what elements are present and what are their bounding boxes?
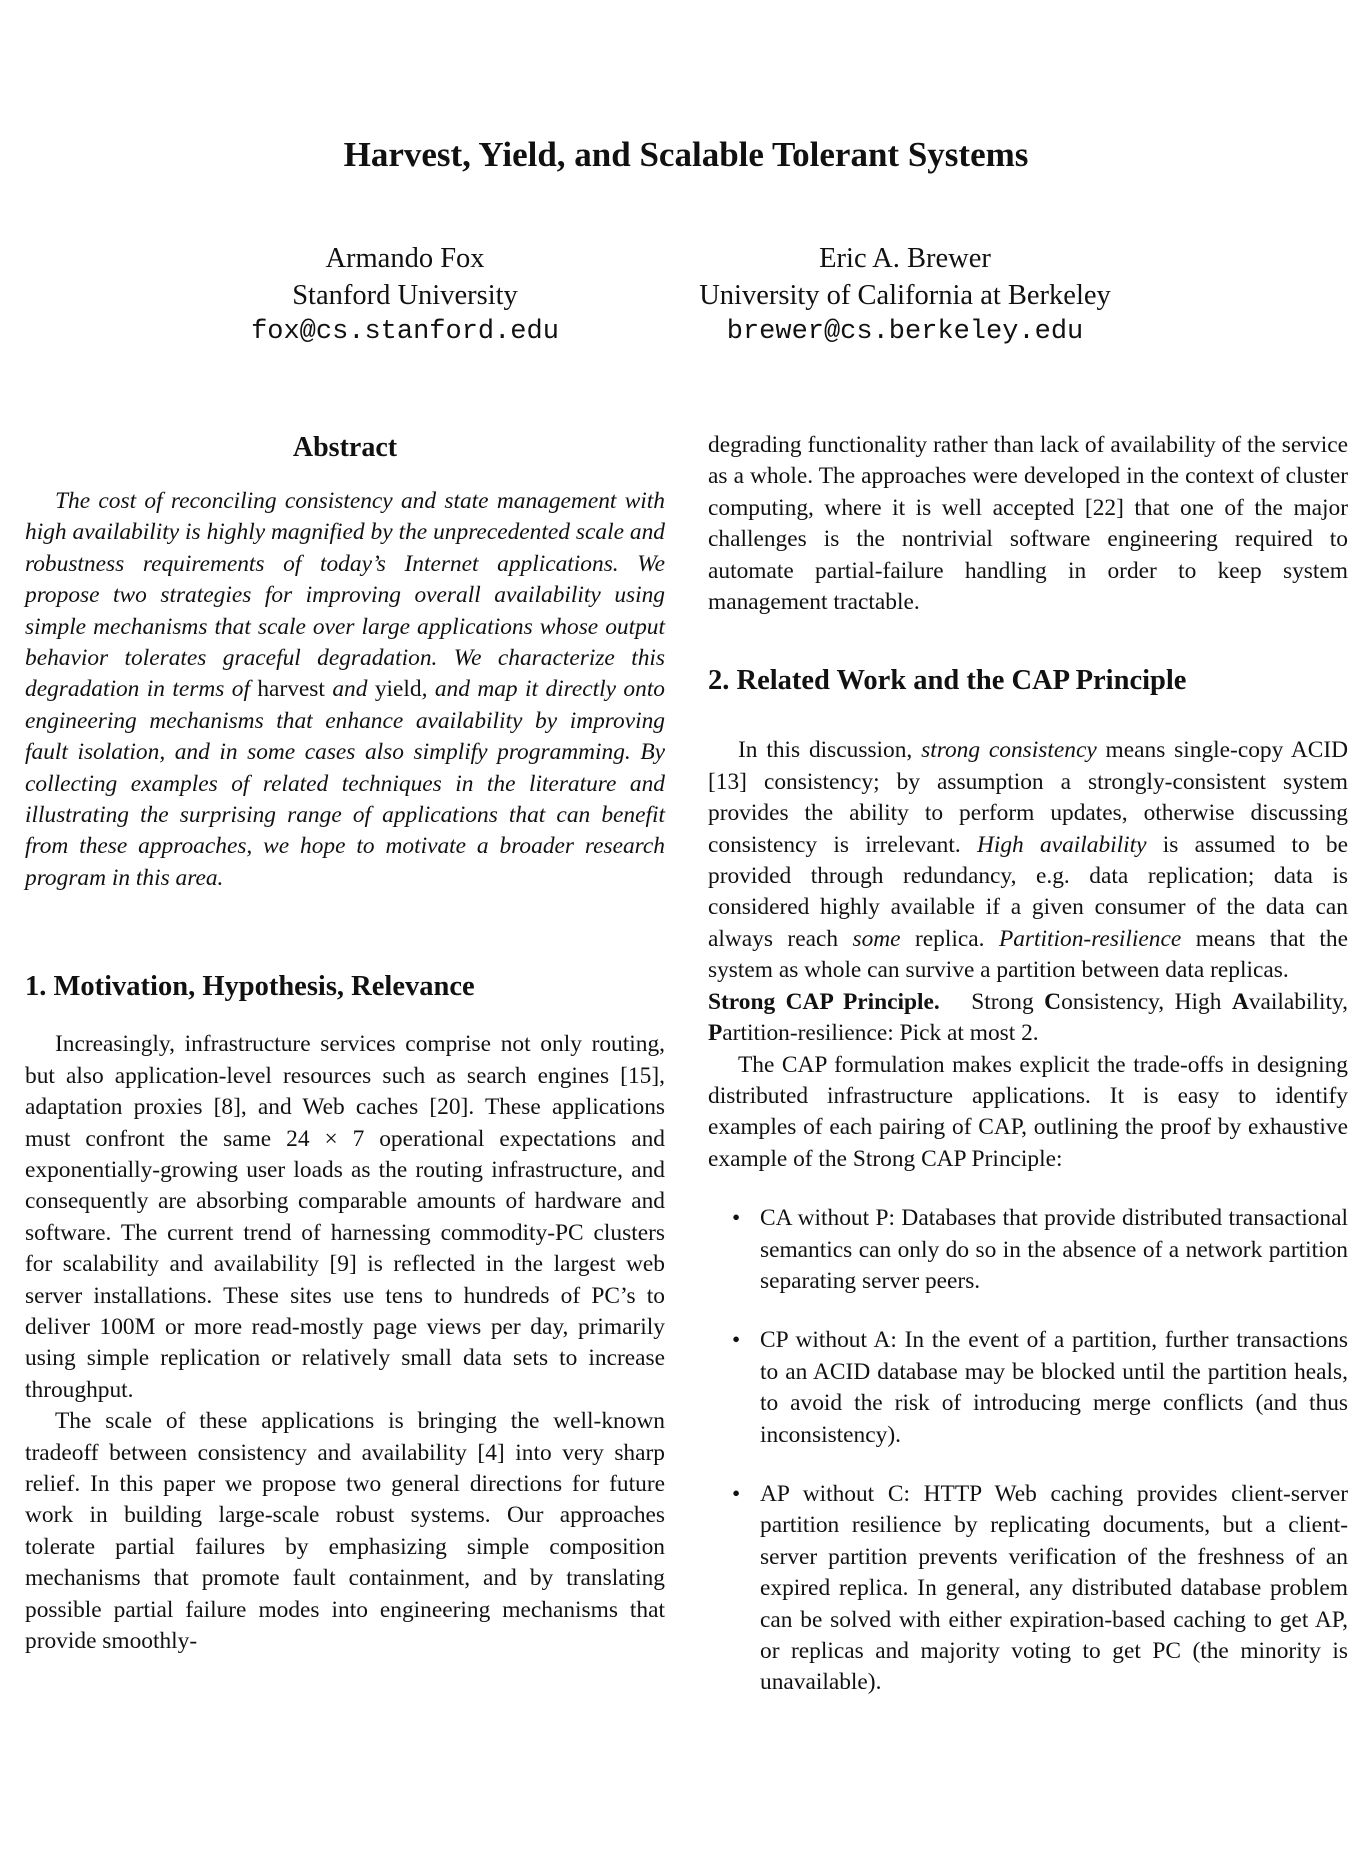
abstract-text-part: and	[324, 676, 375, 703]
term-harvest: harvest	[257, 676, 325, 703]
abstract-text	[25, 486, 665, 894]
list-item-text: CA without P: Databases that provide distributed transactional semantics can only do so in the absence of a network partition separating server peers.	[760, 1205, 1348, 1294]
author-block-1	[180, 240, 630, 351]
author-affiliation: University of California at Berkeley	[699, 280, 1111, 311]
author-name: Eric A. Brewer	[819, 243, 991, 274]
list-item	[708, 1479, 1348, 1699]
list-item-text: CP without A: In the event of a partition, further transactions to an ACID database may be blocked until the partition heals, to avoid the risk of introducing merge conflicts (and thus inconsistency).	[760, 1327, 1348, 1448]
section-1-paragraph-2-continued: degrading functionality rather than lack of availability of the service as a whole. The approaches were developed in the context of cluster computing, where it is well accepted [22] that one of the major challenges is the nontrivial software engineering required to automate partial-failure handling in order to keep system management tractable.	[708, 432, 1348, 616]
list-item-text: AP without C: HTTP Web caching provides client-server partition resilience by replicating documents, but a client-server partition prevents verification of the freshness of an expired replica. In general, any distributed database problem can be solved with either expiration-based caching to get AP, or replicas and majority voting to get PC (the minority is unavailable).	[760, 1480, 1348, 1696]
text-part: onsistency, High	[1061, 988, 1232, 1015]
text-part: means single-copy ACID [13] consistency; by assumption a strongly-consistent system provides the ability to perform updates, otherwise discussing consistency is irrelevant.	[708, 737, 1349, 858]
term-some: some	[852, 925, 901, 952]
abstract-heading: Abstract	[292, 432, 398, 463]
cap-initial-c: C	[1044, 988, 1062, 1015]
term-partition-resilience: Partition-resilience	[998, 925, 1182, 952]
author-name: Armando Fox	[325, 243, 485, 274]
text-part: replica.	[900, 925, 999, 952]
text-part: vailability,	[1248, 988, 1349, 1015]
text-part: is assumed to be provided through redundancy, e.g. data replication; data is considered highly available if a given consumer of the data can always reach	[708, 831, 1348, 952]
author-email: brewer@cs.berkeley.edu	[726, 317, 1084, 347]
section-2-paragraph-1	[708, 735, 1348, 986]
text-part: In this discussion,	[738, 737, 922, 764]
term-strong-consistency: strong consistency	[921, 737, 1097, 764]
term-yield: yield	[374, 676, 422, 703]
author-block-2	[645, 240, 1165, 351]
bullet-icon: •	[732, 1205, 741, 1232]
section-2-paragraph-2: The CAP formulation makes explicit the trade-offs in designing distributed infrastructure applications. It is easy to identify examples of each pairing of CAP, outlining the proof by exhaustive example of the Strong CAP Principle:	[708, 1051, 1348, 1172]
list-item	[708, 1325, 1348, 1451]
text-part: means that the system as whole can survive a partition between data replicas.	[708, 925, 1349, 984]
cap-principle-statement	[708, 987, 1348, 1050]
text-part: artition-resilience: Pick at most 2.	[722, 1020, 1039, 1047]
text-part: Strong	[971, 988, 1045, 1015]
right-column	[708, 430, 1348, 1727]
cap-principle-label: Strong CAP Principle.	[708, 988, 940, 1015]
section-1-paragraph-2: The scale of these applications is bringing the well-known tradeoff between consistency and availability [4] into very sharp relief. In this paper we propose two general directions for future work in building large-scale robust systems. Our approaches tolerate partial failures by emphasizing simple composition mechanisms that promote fault containment, and by translating possible partial failure modes into engineering mechanisms that provide smoothly-	[25, 1408, 665, 1654]
abstract-text-part: , and map it directly onto engineering mechanisms that enhance availability by improving fault isolation, and in some cases also simplify programming. By collecting examples of related techniques in the literature and illustrating the surprising range of applications that can benefit from these approaches, we hope to motivate a broader research program in this area.	[25, 676, 666, 891]
author-email: fox@cs.stanford.edu	[251, 317, 559, 347]
left-column	[25, 430, 665, 1657]
section-1-paragraph-1: Increasingly, infrastructure services comprise not only routing, but also application-level resources such as search engines [15], adaptation proxies [8], and Web caches [20]. These applications must confront the same 24 × 7 operational expectations and exponentially-growing user loads as the routing infrastructure, and consequently are absorbing comparable amounts of hardware and software. The current trend of harnessing commodity-PC clusters for scalability and availability [9] is reflected in the largest web server installations. These sites use tens to hundreds of PC’s to deliver 100M or more read-mostly page views per day, primarily using simple replication or relatively small data sets to increase throughput.	[25, 1031, 665, 1403]
cap-examples-list	[708, 1203, 1348, 1699]
author-affiliation: Stanford University	[292, 280, 518, 311]
term-high-availability: High availability	[976, 831, 1147, 858]
cap-initial-p: P	[708, 1020, 723, 1047]
bullet-icon: •	[732, 1327, 741, 1354]
cap-initial-a: A	[1231, 988, 1249, 1015]
abstract-text-part: The cost of reconciling consistency and state management with high availability is highly magnified by the unprecedented scale and robustness requirements of today’s Internet applications. We propose two strategies for improving overall availability using simple mechanisms that scale over large applications whose output behavior tolerates graceful degradation. We characterize this degradation in terms of	[25, 488, 665, 703]
section-1-heading: 1. Motivation, Hypothesis, Relevance	[25, 971, 475, 1003]
section-2-heading: 2. Related Work and the CAP Principle	[708, 665, 1187, 697]
list-item	[708, 1203, 1348, 1297]
paper-title: Harvest, Yield, and Scalable Tolerant Systems	[343, 135, 1029, 174]
bullet-icon: •	[732, 1480, 741, 1507]
